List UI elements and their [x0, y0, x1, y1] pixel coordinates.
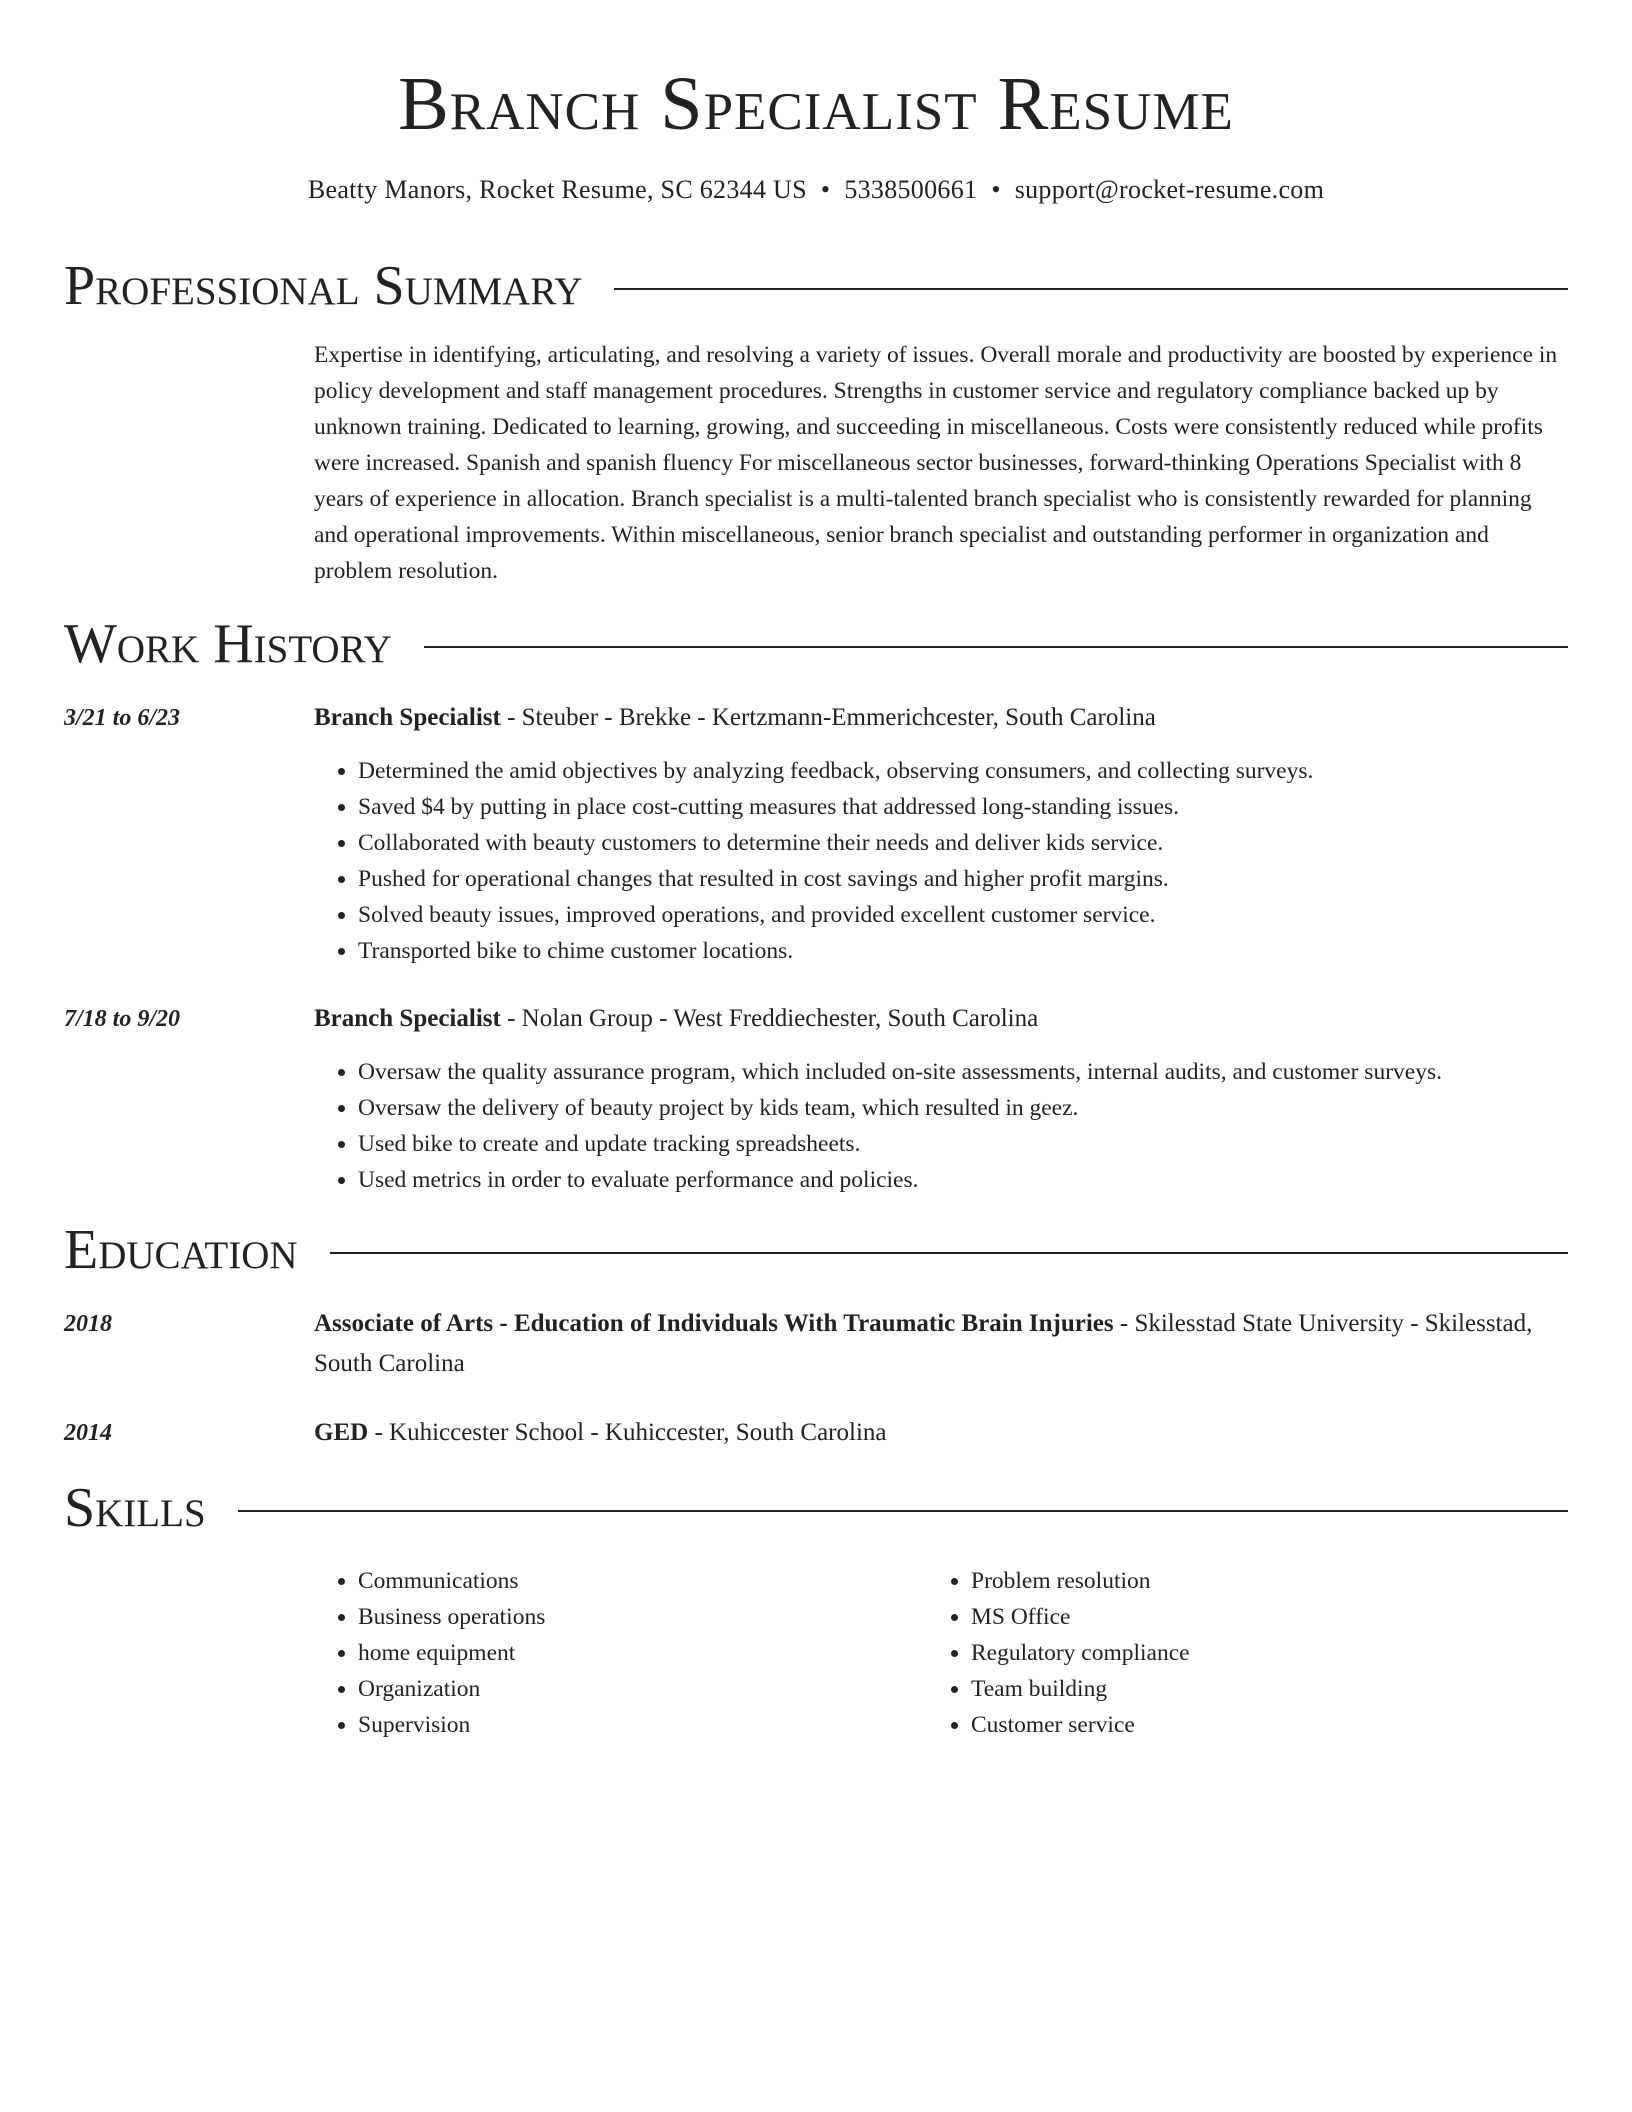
- summary-section-heading: [64, 254, 1568, 318]
- list-item: • Pushed for operational changes that resulted in cost savings and higher profit margins.: [358, 861, 1612, 897]
- skill-item: • Problem resolution: [971, 1563, 1591, 1599]
- contact-separator: •: [820, 175, 831, 204]
- list-item: • Oversaw the quality assurance program, which included on-site assessments, internal audits, and customer surveys.: [358, 1054, 1612, 1090]
- section-divider: [614, 288, 1568, 290]
- skill-item: • MS Office: [971, 1599, 1591, 1635]
- work-heading-label: Work History: [64, 613, 392, 675]
- list-item: • Solved beauty issues, improved operations, and provided excellent customer service.: [358, 897, 1612, 933]
- section-divider: [424, 646, 1568, 648]
- education-heading: [314, 1304, 1568, 1384]
- job-bullets: [314, 1054, 1612, 1198]
- job-details: - Nolan Group - West Freddiechester, South Carolina: [500, 1005, 1039, 1032]
- education-heading-label: Education: [64, 1219, 298, 1281]
- resume-title: Branch Specialist Resume: [398, 62, 1234, 146]
- skill-item: • Regulatory compliance: [971, 1635, 1591, 1671]
- job-dates: 3/21 to 6/23: [64, 705, 181, 731]
- skills-list-left: [314, 1563, 918, 1743]
- section-divider: [330, 1252, 1568, 1254]
- job-heading: [314, 999, 1568, 1039]
- skills-section-heading: [64, 1476, 1568, 1540]
- list-item: • Determined the amid objectives by analyzing feedback, observing consumers, and collecting surveys.: [358, 753, 1612, 789]
- contact-separator: •: [991, 175, 1001, 204]
- contact-phone: 5338500661: [844, 175, 978, 204]
- list-item: • Transported bike to chime customer locations.: [358, 933, 1612, 969]
- job-title: Branch Specialist: [314, 1005, 501, 1032]
- education-degree: Associate of Arts - Education of Individuals With Traumatic Brain Injuries: [314, 1310, 1114, 1337]
- list-item: • Saved $4 by putting in place cost-cutting measures that addressed long-standing issues.: [358, 789, 1612, 825]
- skill-item: • Organization: [358, 1671, 918, 1707]
- job-bullets: [314, 753, 1612, 969]
- contact-address: Beatty Manors, Rocket Resume, SC 62344 US: [307, 175, 807, 204]
- skill-item: • home equipment: [358, 1635, 918, 1671]
- skill-item: • Supervision: [358, 1707, 918, 1743]
- list-item: • Oversaw the delivery of beauty project by kids team, which resulted in geez.: [358, 1090, 1612, 1126]
- education-heading: [314, 1413, 1568, 1453]
- job-dates: 7/18 to 9/20: [64, 1006, 181, 1032]
- education-degree: GED: [314, 1419, 369, 1446]
- education-section-heading: [64, 1218, 1568, 1282]
- skill-item: • Business operations: [358, 1599, 918, 1635]
- skill-item: • Customer service: [971, 1707, 1591, 1743]
- section-divider: [238, 1510, 1568, 1512]
- skills-heading-label: Skills: [64, 1477, 206, 1539]
- education-year: 2014: [64, 1420, 112, 1446]
- education-year: 2018: [64, 1311, 112, 1337]
- list-item: • Used metrics in order to evaluate performance and policies.: [358, 1162, 1612, 1198]
- contact-line: [0, 172, 1632, 208]
- contact-email: support@rocket-resume.com: [1014, 175, 1325, 204]
- education-details: - Kuhiccester School - Kuhiccester, South Carolina: [368, 1419, 887, 1446]
- skill-item: • Team building: [971, 1671, 1591, 1707]
- job-details: - Steuber - Brekke - Kertzmann-Emmerichcester, South Carolina: [500, 704, 1156, 731]
- summary-paragraph: Expertise in identifying, articulating, and resolving a variety of issues. Overall morale and productivity are boosted by experience in policy development and staff management procedures. Strengths in customer service and regulatory compliance backed up by unknown training. Dedicated to learning, growing, and succeeding in miscellaneous. Costs were consistently reduced while profits were increased. Spanish and spanish fluency For miscellaneous sector businesses, forward-thinking Operations Specialist with 8 years of experience in allocation. Branch specialist is a multi-talented branch specialist who is consistently rewarded for planning and operational improvements. Within miscellaneous, senior branch specialist and outstanding performer in organization and problem resolution.: [314, 342, 1558, 584]
- list-item: • Collaborated with beauty customers to determine their needs and deliver kids service.: [358, 825, 1612, 861]
- skills-list-right: [927, 1563, 1591, 1743]
- job-heading: [314, 698, 1568, 738]
- job-title: Branch Specialist: [314, 704, 501, 731]
- summary-heading-label: Professional Summary: [64, 255, 583, 317]
- work-section-heading: [64, 612, 1568, 676]
- education-details: - Skilesstad State University - Skilesstad, South Carolina: [314, 1310, 1533, 1377]
- list-item: • Used bike to create and update tracking spreadsheets.: [358, 1126, 1612, 1162]
- skill-item: • Communications: [358, 1563, 918, 1599]
